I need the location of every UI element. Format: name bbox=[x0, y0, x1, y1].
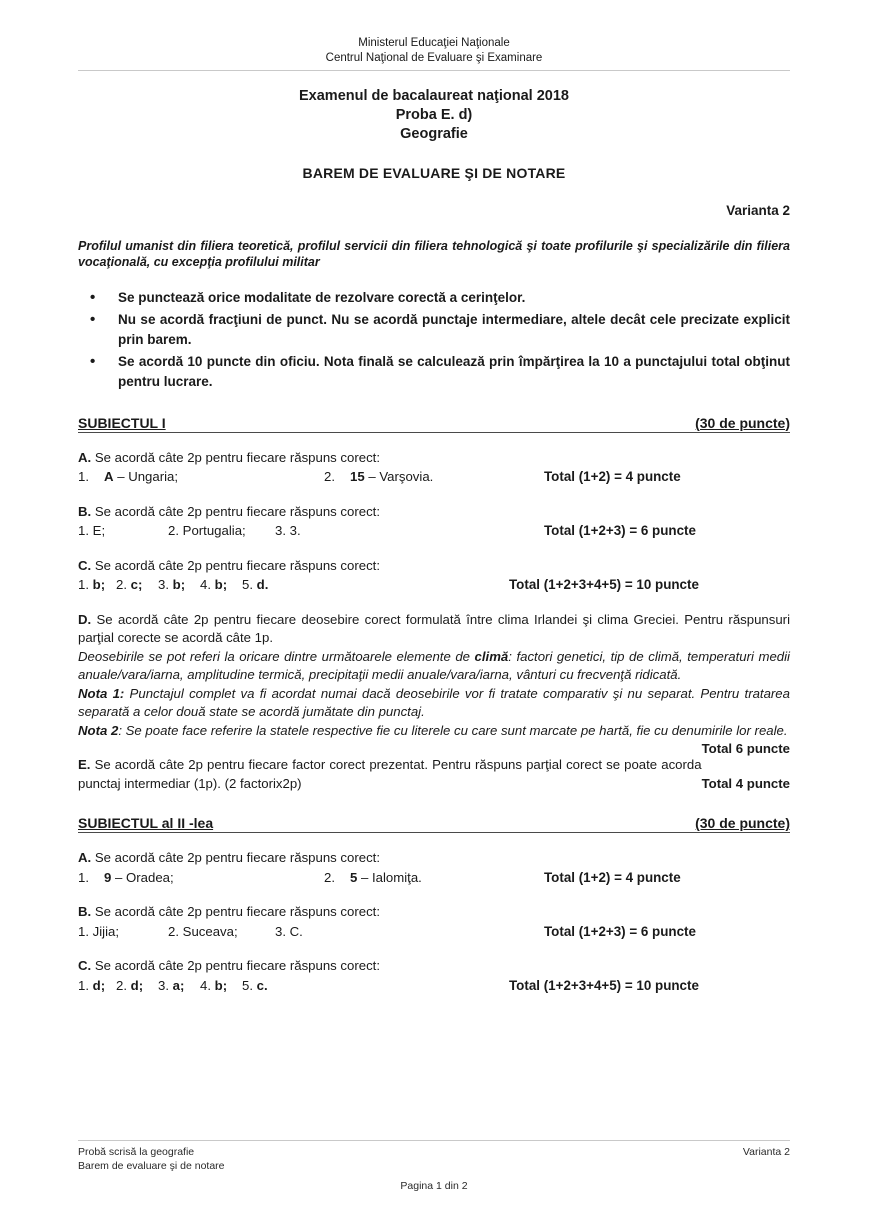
subject-1-item-d bbox=[78, 611, 790, 756]
item-c-answer-row bbox=[78, 977, 790, 996]
item-d-elements bbox=[78, 648, 790, 685]
rule-text: Se acordă 10 puncte din oficiu. Nota finală se calculează prin împărţirea la 10 a punctajului total obţinut pentru lucrare. bbox=[118, 353, 790, 389]
answer-2: 2. Portugalia; bbox=[168, 523, 246, 538]
item-d-elements-post: : factori genetici, tip de climă, temperaturi medii anuale/vara/iarna, amplitudine termică, precipitaţii medii anuale/vara/iarna, vânturi cu frecvenţă ridicată. bbox=[78, 648, 790, 682]
answer-3: 3. C. bbox=[275, 923, 303, 939]
item-c-lead-text: Se acordă câte 2p pentru fiecare răspuns corect: bbox=[91, 557, 381, 573]
exam-title-block bbox=[78, 87, 790, 144]
item-b-total: Total (1+2+3) = 6 puncte bbox=[544, 523, 696, 538]
page-content bbox=[78, 0, 790, 995]
footer-divider bbox=[78, 1140, 790, 1141]
page-footer bbox=[78, 1140, 790, 1193]
document-header bbox=[78, 0, 790, 66]
note-1-label: Nota 1: bbox=[78, 685, 125, 701]
ministry-line-1: Ministerul Educaţiei Naţionale bbox=[358, 37, 510, 49]
note-2-label: Nota 2 bbox=[78, 722, 119, 738]
answer-1-text: – Oradea; bbox=[111, 869, 174, 885]
item-b-lead-text: Se acordă câte 2p pentru fiecare răspuns corect: bbox=[91, 904, 381, 919]
answer-2 bbox=[350, 869, 422, 888]
answer-1-text: – Ungaria; bbox=[113, 469, 179, 484]
answer-1: 1. d; bbox=[78, 977, 106, 993]
list-item bbox=[78, 310, 790, 351]
item-e-lead bbox=[78, 756, 790, 793]
item-c-lead-text: Se acordă câte 2p pentru fiecare răspuns corect: bbox=[91, 958, 381, 973]
rule-text: Nu se acordă fracţiuni de punct. Nu se acordă punctaje intermediare, altele decât cele precizate explicit prin barem. bbox=[118, 311, 790, 347]
subject-2-item-b bbox=[78, 903, 790, 941]
item-e-total: Total 4 puncte bbox=[701, 775, 790, 791]
item-d-note-2 bbox=[78, 722, 790, 756]
answer-1: 1. b; bbox=[78, 577, 106, 592]
footer-page-number: Pagina 1 din 2 bbox=[400, 1180, 468, 1192]
item-b-answers bbox=[78, 522, 544, 541]
item-b-lead-text: Se acordă câte 2p pentru fiecare răspuns corect: bbox=[91, 503, 381, 519]
subject-1-heading bbox=[78, 415, 790, 433]
variant-label: Varianta 2 bbox=[726, 203, 790, 218]
item-a-lead bbox=[78, 849, 790, 868]
subject-2-heading bbox=[78, 815, 790, 833]
item-e-label: E. bbox=[78, 757, 91, 772]
item-d-lead bbox=[78, 611, 790, 648]
item-e-lead-text: Se acordă câte 2p pentru fiecare factor corect prezentat. Pentru răspuns parţial corect se poate acorda punctaj intermediar (1p). (2 factorix2p) bbox=[78, 757, 702, 791]
header-divider bbox=[78, 70, 790, 71]
answer-2: 2. c; bbox=[116, 577, 143, 592]
answer-1-key: 9 bbox=[104, 869, 112, 885]
item-d-note-1 bbox=[78, 685, 790, 722]
item-a-label: A. bbox=[78, 850, 92, 865]
subject-1-points: (30 de puncte) bbox=[695, 414, 790, 431]
item-a-label: A. bbox=[78, 449, 92, 465]
bullet-icon: • bbox=[90, 310, 96, 328]
answer-1-key: A bbox=[104, 469, 114, 484]
item-b-label: B. bbox=[78, 904, 92, 919]
answer-2-number: 2. bbox=[324, 469, 335, 484]
item-d-label: D. bbox=[78, 611, 92, 627]
answer-4: 4. b; bbox=[200, 577, 228, 592]
item-c-answers bbox=[78, 576, 509, 595]
list-item bbox=[78, 352, 790, 393]
item-c-lead bbox=[78, 557, 790, 576]
subject-1-item-e bbox=[78, 756, 790, 793]
footer-variant: Varianta 2 bbox=[742, 1146, 790, 1158]
subject-2-item-c bbox=[78, 957, 790, 995]
answer-2-key: 15 bbox=[350, 469, 365, 484]
item-a-answer-row bbox=[78, 869, 790, 888]
subject-2-item-a bbox=[78, 849, 790, 887]
note-2-text: : Se poate face referire la statele respective fie cu literele cu care sunt marcate pe hartă, fie cu denumirile lor reale. bbox=[118, 722, 788, 738]
answer-2 bbox=[350, 468, 433, 487]
item-b-lead bbox=[78, 903, 790, 922]
answer-5: 5. d. bbox=[242, 577, 269, 592]
answer-2-text: – Ialomiţa. bbox=[357, 869, 422, 885]
answer-1-number: 1. bbox=[78, 469, 89, 484]
item-c-answers bbox=[78, 977, 509, 996]
rule-text: Se punctează orice modalitate de rezolvare corectă a cerinţelor. bbox=[118, 290, 526, 305]
answer-5: 5. c. bbox=[242, 977, 268, 993]
item-c-answer-row bbox=[78, 576, 790, 595]
barem-title: BAREM DE EVALUARE ŞI DE NOTARE bbox=[302, 165, 566, 181]
item-d-elements-keyword: climă bbox=[474, 648, 509, 664]
profile-note: Profilul umanist din filiera teoretică, profilul servicii din filiera tehnologică şi toate profilurile şi specializările din filiera vocaţională, cu excepţia profilului militar bbox=[78, 239, 790, 269]
footer-exam-name: Probă scrisă la geografie bbox=[78, 1146, 195, 1158]
note-1-text: Punctajul complet va fi acordat numai dacă deosebirile vor fi tratate comparativ şi nu separat. Pentru tratarea separată a celor două state se acordă jumătate din punctaj. bbox=[78, 685, 790, 719]
item-b-answer-row bbox=[78, 522, 790, 541]
list-item bbox=[78, 288, 790, 309]
item-d-lead-text: Se acordă câte 2p pentru fiecare deosebire corect formulată între clima Irlandei şi clima Greciei. Pentru răspunsuri parţial corecte se acordă câte 1p. bbox=[78, 611, 790, 645]
item-a-lead-text: Se acordă câte 2p pentru fiecare răspuns corect: bbox=[91, 449, 381, 465]
footer-left bbox=[78, 1145, 225, 1173]
exam-title-line-2: Proba E. d) bbox=[395, 107, 473, 123]
exam-title-line-1: Examenul de bacalaureat naţional 2018 bbox=[299, 88, 569, 104]
subject-1-item-b bbox=[78, 503, 790, 541]
answer-1 bbox=[104, 869, 324, 888]
item-c-label: C. bbox=[78, 958, 92, 973]
ministry-line-2: Centrul Naţional de Evaluare şi Examinare bbox=[325, 52, 543, 64]
item-b-answers bbox=[78, 923, 544, 942]
item-c-lead bbox=[78, 957, 790, 976]
item-b-total: Total (1+2+3) = 6 puncte bbox=[544, 923, 696, 939]
item-b-label: B. bbox=[78, 503, 92, 519]
answer-2: 2. Suceava; bbox=[168, 923, 238, 939]
answer-3: 3. b; bbox=[158, 577, 186, 592]
item-c-total: Total (1+2+3+4+5) = 10 puncte bbox=[509, 577, 699, 592]
exam-title-line-3: Geografie bbox=[400, 126, 468, 142]
answer-1 bbox=[104, 468, 324, 487]
item-d-elements-pre: Deosebirile se pot referi la oricare dintre următoarele elemente de bbox=[78, 648, 475, 664]
subject-2-title: SUBIECTUL al II -lea bbox=[78, 815, 214, 831]
item-a-total: Total (1+2) = 4 puncte bbox=[544, 869, 681, 885]
subject-1-title: SUBIECTUL I bbox=[78, 414, 166, 431]
answer-3: 3. 3. bbox=[275, 523, 301, 538]
bullet-icon: • bbox=[90, 352, 96, 370]
answer-1: 1. Jijia; bbox=[78, 923, 120, 939]
answer-3: 3. a; bbox=[158, 977, 185, 993]
footer-row bbox=[78, 1145, 790, 1173]
item-b-answer-row bbox=[78, 923, 790, 942]
answer-2-key: 5 bbox=[350, 869, 358, 885]
answer-1-number: 1. bbox=[78, 869, 89, 885]
item-c-total: Total (1+2+3+4+5) = 10 puncte bbox=[509, 977, 699, 993]
item-a-answers bbox=[78, 869, 544, 888]
answer-2-number: 2. bbox=[324, 869, 335, 885]
item-d-total: Total 6 puncte bbox=[701, 741, 790, 756]
item-a-total: Total (1+2) = 4 puncte bbox=[544, 469, 681, 484]
subject-1-item-a bbox=[78, 449, 790, 487]
answer-1: 1. E; bbox=[78, 523, 106, 538]
item-a-answers bbox=[78, 468, 544, 487]
item-c-label: C. bbox=[78, 557, 92, 573]
item-a-lead-text: Se acordă câte 2p pentru fiecare răspuns corect: bbox=[91, 850, 381, 865]
item-b-lead bbox=[78, 503, 790, 522]
grading-rules-list bbox=[78, 288, 790, 393]
bullet-icon: • bbox=[90, 289, 96, 306]
answer-2-text: – Varşovia. bbox=[364, 469, 434, 484]
item-a-lead bbox=[78, 449, 790, 468]
subject-2-points: (30 de puncte) bbox=[695, 815, 790, 831]
answer-2: 2. d; bbox=[116, 977, 144, 993]
footer-doc-name: Barem de evaluare şi de notare bbox=[78, 1160, 225, 1172]
answer-4: 4. b; bbox=[200, 977, 228, 993]
item-a-answer-row bbox=[78, 468, 790, 487]
subject-1-item-c bbox=[78, 557, 790, 595]
